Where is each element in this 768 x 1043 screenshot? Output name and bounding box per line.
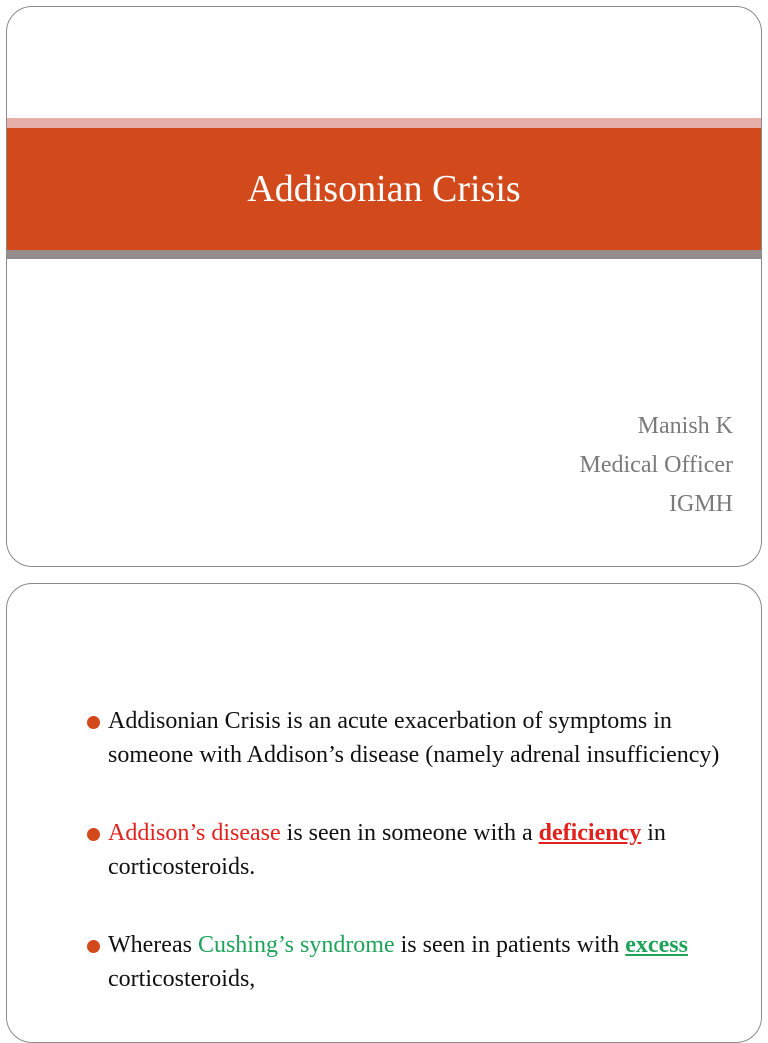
bullet-item	[87, 928, 741, 996]
bullet-text: Addisonian Crisis is an acute exacerbation of symptoms in someone with Addison’s disease (namely adrenal insufficiency)	[108, 708, 720, 768]
bullet-dot-icon	[87, 940, 100, 953]
bullet-text-mid: is seen in patients with	[394, 932, 626, 958]
bullet-list	[87, 704, 741, 1040]
bullet-text-tail: in corticosteroids.	[108, 820, 666, 880]
slide-title: Addisonian Crisis	[247, 168, 521, 210]
title-slide	[6, 6, 762, 567]
content-slide	[6, 583, 762, 1043]
emphasis-deficiency: deficiency	[538, 820, 642, 846]
author-org: IGMH	[669, 491, 733, 517]
bullet-text-mid: is seen in someone with a	[280, 820, 539, 846]
bullet-dot-icon	[87, 828, 100, 841]
bullet-item	[87, 816, 741, 884]
term-addisons-disease: Addison’s disease	[108, 820, 281, 846]
bullet-dot-icon	[87, 716, 100, 729]
bullet-text-tail: corticosteroids,	[108, 966, 256, 992]
author-block	[580, 407, 733, 524]
emphasis-excess: excess	[625, 932, 688, 958]
title-band-top-stripe	[7, 118, 761, 128]
author-role: Medical Officer	[579, 452, 733, 478]
author-name: Manish K	[637, 413, 733, 439]
term-cushings-syndrome: Cushing’s syndrome	[197, 932, 395, 958]
bullet-item	[87, 704, 741, 772]
bullet-text-lead: Whereas	[108, 932, 198, 958]
title-band-bottom-stripe	[7, 250, 761, 259]
